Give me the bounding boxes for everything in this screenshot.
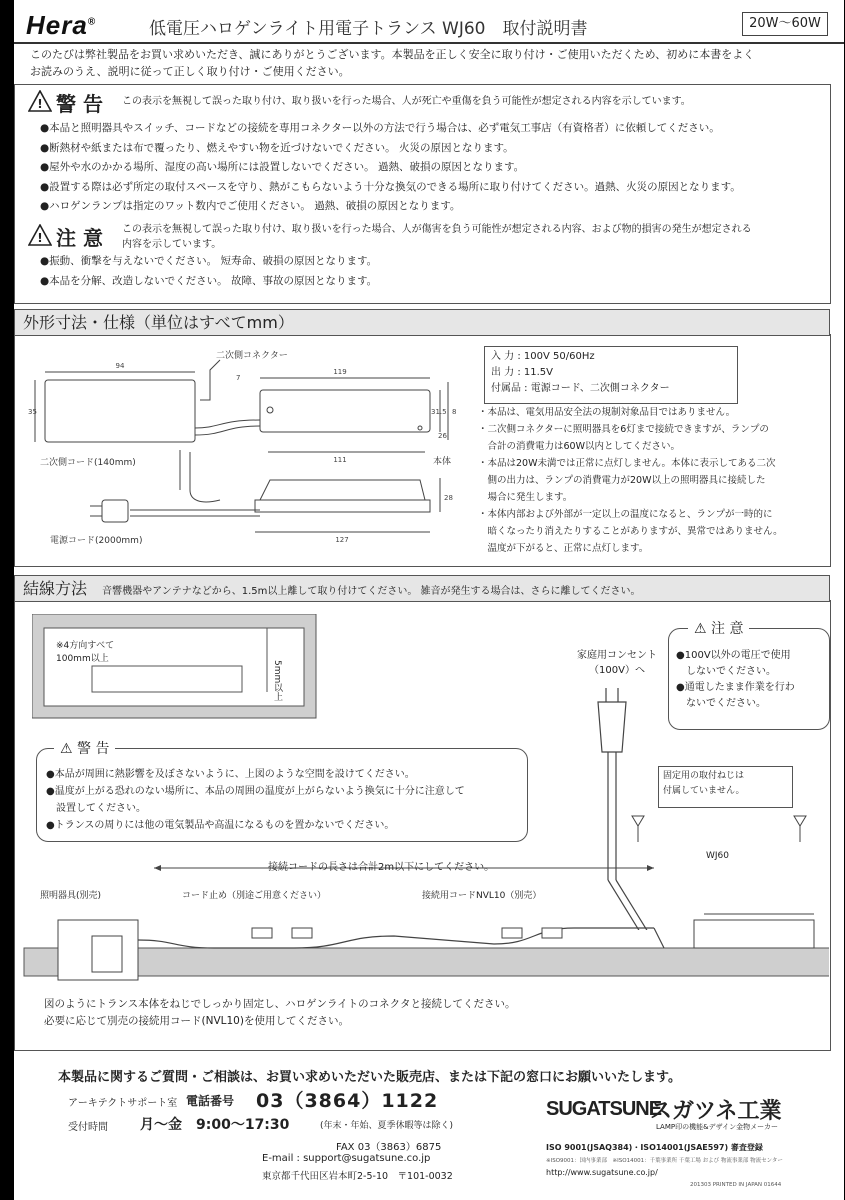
- dim-119: 119: [333, 368, 347, 376]
- label-secondary-connector: 二次側コネクター: [216, 351, 288, 361]
- caution-list: [40, 252, 820, 291]
- address: 東京都千代田区岩本町2-5-10 〒101-0032: [262, 1171, 453, 1182]
- wiring-caution-title: ⚠ 注 意: [688, 618, 749, 638]
- list-item: ●本品と照明器具やスイッチ、コードなどの接続を専用コネクター以外の方法で行う場合は、必ず電気工事店（有資格者）に依頼してください。: [40, 122, 720, 134]
- hours-label: 受付時間: [68, 1122, 108, 1133]
- screw-note: 固定用の取付ねじは 付属していません。: [658, 766, 793, 808]
- warning-triangle-icon: [28, 90, 52, 112]
- dim-28: 28: [444, 494, 453, 502]
- section-wiring-title: 結線方法 音響機器やアンテナなどから、1.5m以上離して取り付けてください。 雑音が発生する場合は、さらに離してください。: [14, 575, 830, 602]
- iso-sub: ※ISO9001：国内事業部 ※ISO14001：千葉事業所 千葉工場 および 物流事業部 物流センター: [546, 1158, 783, 1164]
- label-wj60: WJ60: [706, 851, 730, 861]
- brand-jp: スガツネ工業: [650, 1099, 782, 1124]
- label-power-cord: 電源コード(2000mm): [50, 536, 143, 546]
- dim-8: 8: [452, 408, 457, 416]
- sugatsune-logo: SUGATSUNE: [546, 1098, 662, 1120]
- outlet-label: 家庭用コンセント （100V）へ: [577, 650, 657, 676]
- support-label: アーキテクトサポート室: [68, 1098, 178, 1109]
- hera-logo: Hera®: [26, 10, 97, 40]
- caution-triangle-icon: [28, 224, 52, 246]
- label-cord-stop: コード止め（別途ご用意ください）: [182, 891, 327, 901]
- tel-number: 03（3864）1122: [256, 1090, 439, 1112]
- iso-line: ISO 9001(JSAQ384)・ISO14001(JSAE597) 審査登録: [546, 1143, 763, 1152]
- dim-127: 127: [335, 536, 349, 544]
- label-secondary-cord: 二次側コード(140mm): [40, 458, 136, 468]
- hours: 月〜金 9:00〜17:30: [140, 1117, 290, 1133]
- list-item: ●ハロゲンランプは指定のワット数内でご使用ください。 過熱、破損の原因となります。: [40, 200, 461, 212]
- contact-headline: 本製品に関するご質問・ご相談は、お買い求めいただいた販売店、または下記の窓口にお願いいたします。: [58, 1070, 681, 1085]
- svg-text:!: !: [37, 231, 43, 245]
- header-rule: [14, 42, 844, 44]
- warning-list: [40, 119, 820, 217]
- wiring-footer-text: 図のようにトランス本体をねじでしっかり固定し、ハロゲンライトのコネクタと接続してください。 必要に応じて別売の接続用コード(NVL10)を使用してください。: [44, 998, 516, 1027]
- dim-94: 94: [115, 362, 125, 370]
- dim-111: 111: [333, 456, 347, 464]
- spec-notes: ・本品は、電気用品安全法の規制対象品目ではありません。 ・二次側コネクターに照明器具を6灯まで接続できますが、ランプの 合計の消費電力は60W以内としてください。 ・本品は20W未満では正常に点灯しません。本体に表示してある二次 側の出力は、ランプの消費電力が20W以上の照明器具に接続した 場合に発生します。 ・本体内部および外部が一定以上の温度になると、ランプが一時的に 暗くなったり消えたりすることがありますが、異常ではありません。 温度が下がると、正常に点灯します。: [478, 407, 783, 554]
- screws-drawing: [628, 812, 828, 852]
- clearance-note: ※4方向すべて 100mm以上: [56, 641, 115, 664]
- intro-text: このたびは弊社製品をお買い求めいただき、誠にありがとうございます。本製品を正しく安全に取り付け・ご使用いただくため、初めに本書をよく お読みのうえ、説明に従って正しく取り付け・ご使用ください。: [30, 48, 755, 78]
- dim-26: 26: [438, 432, 447, 440]
- spec-box: 入 力 : 100V 50/60Hz 出 力 : 11.5V 付属品 : 電源コード、二次側コネクター: [484, 346, 738, 404]
- list-item: ●設置する際は必ず所定の取付スペースを守り、熱がこもらないよう十分な換気のできる場所に取り付けてください。過熱、火災の原因となります。: [40, 180, 741, 193]
- fax: FAX 03（3863）6875: [336, 1142, 442, 1153]
- svg-text:!: !: [37, 97, 43, 111]
- tel-label: 電話番号: [186, 1094, 235, 1108]
- wiring-warning-title: ⚠ 警 告: [54, 738, 115, 758]
- dim-31-5: 31.5: [431, 408, 447, 416]
- website-url: http://www.sugatsune.co.jp/: [546, 1168, 658, 1177]
- list-item: ●屋外や水のかかる場所、湿度の高い場所には設置しないでください。 過熱、破損の原因となります。: [40, 161, 525, 173]
- wiring-warning-list: ●本品が周囲に熱影響を及ぼさないように、上図のような空間を設けてください。 ●温度が上がる恐れのない場所に、本品の周囲の温度が上がらないよう換気に十分に注意して 設置してください。 ●トランスの周りには他の電気製品や高温になるものを置かないでください。: [46, 769, 465, 831]
- label-fixture: 照明器具(別売): [40, 891, 102, 901]
- print-code: 201303 PRINTED IN JAPAN 01644: [690, 1182, 782, 1188]
- list-item: ●本品を分解、改造しないでください。 故障、事故の原因となります。: [40, 274, 378, 287]
- brand-sub: LAMP印の機能&デザイン金物メーカー: [656, 1123, 778, 1131]
- document-header: [14, 8, 829, 40]
- caution-description: この表示を無視して誤った取り付け、取り扱いを行った場合、人が傷害を負う可能性が想定される内容、および物的損害の発生が想定される 内容を示しています。: [122, 224, 752, 250]
- list-item: ●断熱材や紙または布で覆ったり、燃えやすい物を近づけないでください。 火災の原因となります。: [40, 141, 514, 154]
- list-item: ●振動、衝撃を与えないでください。 短寿命、破損の原因となります。: [40, 255, 378, 267]
- section-dimensions-title: 外形寸法・仕様（単位はすべてmm）: [14, 309, 830, 336]
- cord-length-note: 接続コードの長さは合計2m以下にしてください。: [268, 862, 495, 873]
- dimension-drawing: [20, 340, 470, 560]
- label-body: 本体: [433, 457, 452, 467]
- hours-note: (年末・年始、夏季休暇等は除く): [320, 1121, 454, 1131]
- wiring-caution-list: ●100V以外の電圧で使用 しないでください。 ●通電したまま作業を行わ ないでください。: [676, 650, 795, 709]
- caution-triangle-icon: ⚠: [694, 621, 707, 637]
- label-nvl10: 接続用コードNVL10（別売）: [422, 891, 542, 901]
- clearance-vertical: 5mm以上: [272, 660, 282, 702]
- warning-description: この表示を無視して誤った取り付け、取り扱いを行った場合、人が死亡や重傷を負う可能性が想定される内容を示しています。: [122, 96, 691, 107]
- left-black-edge: [0, 0, 14, 1200]
- wattage-badge: 20W〜60W: [742, 12, 828, 36]
- email: E-mail : support@sugatsune.co.jp: [262, 1153, 431, 1164]
- dim-7: 7: [236, 374, 241, 382]
- dim-35: 35: [28, 408, 37, 416]
- warning-triangle-icon: ⚠: [60, 741, 73, 757]
- page-title: 低電圧ハロゲンライト用電子トランス WJ60 取付説明書: [149, 19, 588, 39]
- screw-icon: [794, 816, 806, 826]
- screw-icon: [632, 816, 644, 826]
